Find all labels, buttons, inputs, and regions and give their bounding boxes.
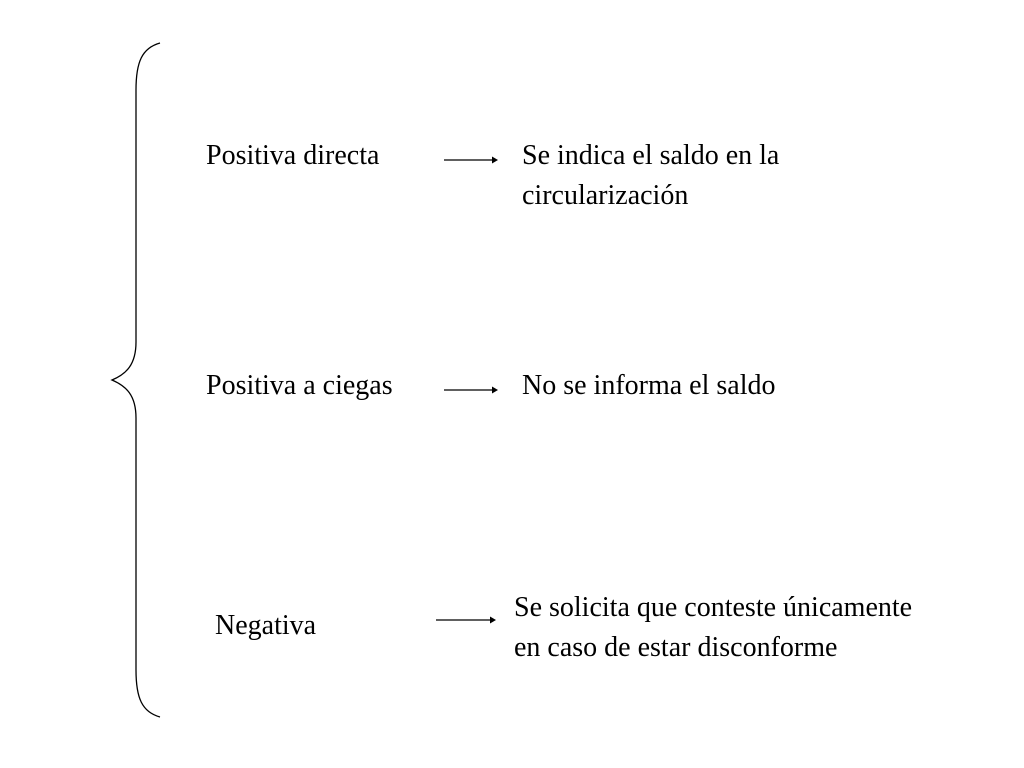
description-line: en caso de estar disconforme bbox=[514, 632, 838, 663]
description-line: circularización bbox=[522, 180, 689, 211]
type-label: Positiva a ciegas bbox=[206, 370, 393, 401]
description bbox=[514, 588, 912, 668]
description bbox=[522, 366, 776, 406]
description-line: Se indica el saldo en la bbox=[522, 140, 780, 171]
right-arrow-icon bbox=[443, 382, 503, 398]
right-arrow-icon bbox=[443, 152, 503, 168]
right-arrow-icon bbox=[435, 612, 499, 628]
description bbox=[522, 136, 779, 216]
type-label: Negativa bbox=[215, 610, 317, 641]
type-label: Positiva directa bbox=[206, 140, 380, 171]
description-line: No se informa el saldo bbox=[522, 370, 776, 401]
description-line: Se solicita que conteste únicamente bbox=[514, 592, 913, 623]
